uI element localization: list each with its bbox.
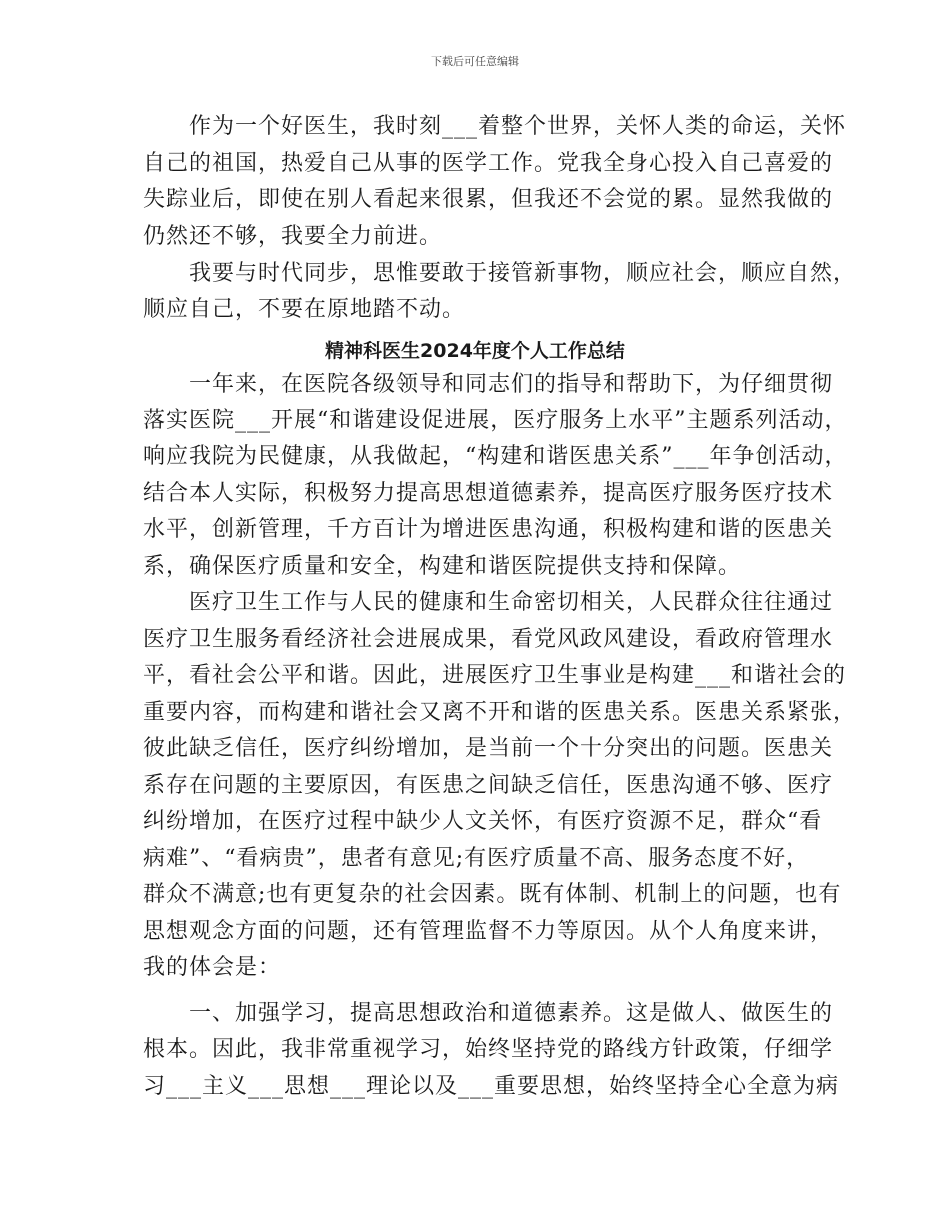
text-line: 失踪业后，即使在别人看起来很累，但我还不会觉的累。显然我做的 [143, 187, 834, 212]
text-line: 我要与时代同步，思惟要敢于接管新事物，顺应社会，顺应自然， [189, 261, 857, 286]
text-line: 顺应自己，不要在原地踏不动。 [143, 297, 466, 322]
text-line: 一、加强学习，提高思想政治和道德素养。这是做人、做医生的 [189, 1001, 834, 1026]
text-line: 结合本人实际，积极努力提高思想道德素养，提高医疗服务医疗技术 [143, 481, 834, 506]
text-line: 我的体会是： [143, 955, 282, 980]
text-line: 群众不满意;也有更复杂的社会因素。既有体制、机制上的问题，也有 [143, 882, 842, 907]
page-header: 下载后可任意编辑 [431, 55, 519, 68]
text-line: 纠纷增加，在医疗过程中缺少人文关怀，有医疗资源不足，群众“看 [143, 809, 823, 834]
text-line: 落实医院___开展“和谐建设促进展，医疗服务上水平”主题系列活动， [143, 408, 848, 433]
section-title: 精神科医生2024年度个人工作总结 [325, 340, 625, 362]
text-line: 病难”、“看病贵”，患者有意见;有医疗质量不高、服务态度不好， [143, 846, 810, 871]
text-line: 自己的祖国，热爱自己从事的医学工作。党我全身心投入自己喜爱的 [143, 151, 834, 176]
text-line: 水平，创新管理，千方百计为增进医患沟通，积极构建和谐的医患关 [143, 517, 834, 542]
text-line: 作为一个好医生，我时刻___着整个世界，关怀人类的命运，关怀 [189, 114, 847, 139]
text-line: 重要内容，而构建和谐社会又离不开和谐的医患关系。医患关系紧张， [143, 700, 857, 725]
text-line: 习___主义___思想___理论以及___重要思想，始终坚持全心全意为病 [143, 1074, 840, 1099]
text-line: 彼此缺乏信任，医疗纠纷增加，是当前一个十分突出的问题。医患关 [143, 736, 834, 761]
text-line: 仍然还不够，我要全力前进。 [143, 224, 443, 249]
text-line: 平，看社会公平和谐。因此，进展医疗卫生事业是构建___和谐社会的 [143, 663, 847, 688]
text-line: 根本。因此，我非常重视学习，始终坚持党的路线方针政策，仔细学 [143, 1037, 834, 1062]
text-line: 系存在问题的主要原因，有医患之间缺乏信任，医患沟通不够、医疗 [143, 773, 834, 798]
text-line: 响应我院为民健康，从我做起，“构建和谐医患关系”___年争创活动， [143, 444, 848, 469]
text-line: 医疗卫生工作与人民的健康和生命密切相关，人民群众往往通过 [189, 590, 834, 615]
text-line: 思想观念方面的问题，还有管理监督不力等原因。从个人角度来讲， [143, 919, 834, 944]
text-line: 系，确保医疗质量和安全，构建和谐医院提供支持和保障。 [143, 554, 742, 579]
text-line: 一年来，在医院各级领导和同志们的指导和帮助下，为仔细贯彻 [189, 372, 834, 397]
text-line: 医疗卫生服务看经济社会进展成果，看党风政风建设，看政府管理水 [143, 627, 834, 652]
